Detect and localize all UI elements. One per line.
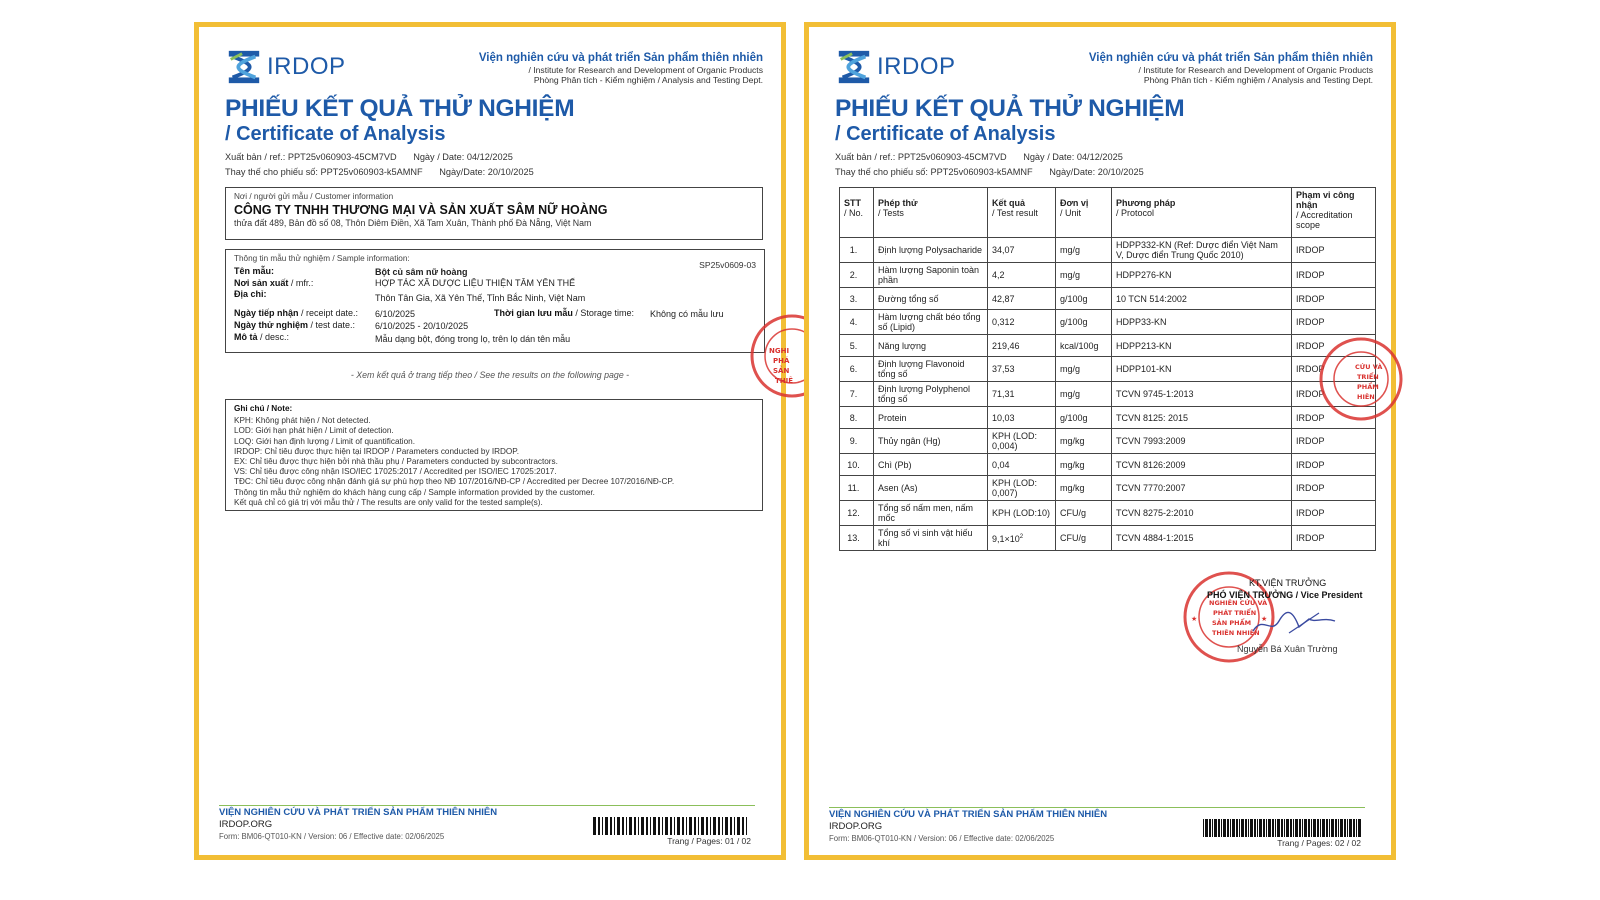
header-unit: Đơn vị / Unit xyxy=(1056,188,1112,238)
cell-test: Tổng số vi sinh vật hiếu khí xyxy=(874,526,988,551)
address-label: Địa chỉ: xyxy=(234,289,267,299)
cell-unit: CFU/g xyxy=(1056,501,1112,526)
signer-kt: KT.VIỆN TRƯỞNG xyxy=(1249,578,1327,588)
storage-time-label: Thời gian lưu mẫu / Storage time: xyxy=(494,308,634,318)
footer-divider xyxy=(829,807,1365,808)
cell-test: Hàm lượng Saponin toàn phần xyxy=(874,263,988,288)
cell-result: 219,46 xyxy=(988,335,1056,357)
cell-result: $9,1\times 10^2$ xyxy=(988,526,1056,551)
cell-protocol: TCVN 7993:2009 xyxy=(1112,429,1292,454)
ref-line xyxy=(225,152,513,162)
cell-protocol: TCVN 7770:2007 xyxy=(1112,476,1292,501)
replace-line xyxy=(835,167,1144,177)
note-line: Kết quả chỉ có giá trị với mẫu thử / The results are only valid for the tested sample(s). xyxy=(234,497,543,507)
receipt-date-label: Ngày tiếp nhận / receipt date.: xyxy=(234,308,359,318)
table-row xyxy=(840,310,1376,335)
header-no: STT / No. xyxy=(840,188,874,238)
see-next-page-note: - Xem kết quả ở trang tiếp theo / See the results on the following page - xyxy=(350,370,630,380)
note-line: EX: Chỉ tiêu được thực hiện bởi nhà thầu phụ / Parameters conducted by subcontractors. xyxy=(234,457,558,467)
sample-code: SP25v0609-03 xyxy=(699,260,756,270)
notes-box xyxy=(225,399,763,511)
date-label: Ngày / Date: xyxy=(1023,152,1075,162)
cell-scope: IRDOP xyxy=(1292,288,1376,310)
cell-protocol: TCVN 8275-2:2010 xyxy=(1112,501,1292,526)
institute-name-en: / Institute for Research and Development of Organic Products xyxy=(528,65,763,75)
cell-unit: g/100g xyxy=(1056,288,1112,310)
replace-line xyxy=(225,167,534,177)
dna-logo-icon xyxy=(225,48,263,86)
cell-no: 12. xyxy=(840,501,874,526)
logo-text: IRDOP xyxy=(877,53,956,80)
svg-text:HIÊN: HIÊN xyxy=(1357,393,1375,401)
table-row xyxy=(840,238,1376,263)
header-scope: Phạm vi công nhận / Accreditation scope xyxy=(1292,188,1376,238)
cell-no: 13. xyxy=(840,526,874,551)
svg-text:CỨU VÀ: CỨU VÀ xyxy=(1355,363,1383,371)
replace-value: PPT25v060903-k5AMNF xyxy=(930,167,1033,177)
cell-scope: IRDOP xyxy=(1292,476,1376,501)
cell-unit: mg/g xyxy=(1056,238,1112,263)
cell-no: 9. xyxy=(840,429,874,454)
cell-no: 8. xyxy=(840,407,874,429)
note-line: IRDOP: Chỉ tiêu được thực hiện tại IRDOP / Parameters conducted by IRDOP. xyxy=(234,446,519,456)
cell-test: Định lượng Flavonoid tổng số xyxy=(874,357,988,382)
irdop-logo xyxy=(225,48,346,86)
cell-protocol: HDPP101-KN xyxy=(1112,357,1292,382)
ref-value: PPT25v060903-45CM7VD xyxy=(287,152,397,162)
results-table xyxy=(839,187,1376,551)
cell-unit: g/100g xyxy=(1056,310,1112,335)
date-value: 04/12/2025 xyxy=(466,152,513,162)
customer-info-box xyxy=(225,187,763,240)
cell-test: Thủy ngân (Hg) xyxy=(874,429,988,454)
header-result: Kết quả / Test result xyxy=(988,188,1056,238)
page-number: Trang / Pages: 02 / 02 xyxy=(1277,838,1361,848)
ref-line xyxy=(835,152,1123,162)
cell-scope: IRDOP xyxy=(1292,454,1376,476)
cell-unit: mg/g xyxy=(1056,357,1112,382)
barcode-icon xyxy=(593,817,751,835)
cell-unit: mg/kg xyxy=(1056,476,1112,501)
department-name: Phòng Phân tích - Kiểm nghiệm / Analysis and Testing Dept. xyxy=(1143,75,1373,85)
cell-result: KPH (LOD:10) xyxy=(988,501,1056,526)
svg-text:NGHIÊN CỨU VÀ: NGHIÊN CỨU VÀ xyxy=(1209,599,1268,607)
header-protocol: Phương pháp / Protocol xyxy=(1112,188,1292,238)
cell-protocol: HDPP332-KN (Ref: Dược điển Việt Nam V, Dược điển Trung Quốc 2010) xyxy=(1112,238,1292,263)
cell-no: 3. xyxy=(840,288,874,310)
cell-protocol: HDPP33-KN xyxy=(1112,310,1292,335)
cell-scope: IRDOP xyxy=(1292,382,1376,407)
replace-date-label: Ngày/Date: xyxy=(439,167,486,177)
note-line: LOQ: Giới hạn định lượng / Limit of quantification. xyxy=(234,436,415,446)
ref-value: PPT25v060903-45CM7VD xyxy=(897,152,1007,162)
desc-label: Mô tả / desc.: xyxy=(234,332,290,342)
footer-website: IRDOP.ORG xyxy=(829,821,883,832)
cell-scope: IRDOP xyxy=(1292,501,1376,526)
cell-result: 0,04 xyxy=(988,454,1056,476)
note-line: Thông tin mẫu thử nghiệm do khách hàng cung cấp / Sample information provided by the customer. xyxy=(234,487,595,497)
barcode-icon xyxy=(1203,819,1361,837)
cell-protocol: HDPP276-KN xyxy=(1112,263,1292,288)
svg-text:★: ★ xyxy=(1191,615,1198,623)
cell-unit: CFU/g xyxy=(1056,526,1112,551)
institute-name-vn: Viện nghiên cứu và phát triển Sản phẩm thiên nhiên xyxy=(1088,52,1373,64)
table-row xyxy=(840,526,1376,551)
cell-no: 7. xyxy=(840,382,874,407)
mfr-label: Nơi sản xuất / mfr.: xyxy=(234,278,314,288)
cell-test: Hàm lượng chất béo tổng số (Lipid) xyxy=(874,310,988,335)
page-number: Trang / Pages: 01 / 02 xyxy=(667,836,751,846)
svg-text:THIÊ: THIÊ xyxy=(775,377,794,385)
cell-test: Định lượng Polyphenol tổng số xyxy=(874,382,988,407)
svg-text:★: ★ xyxy=(1261,615,1268,623)
cell-no: 1. xyxy=(840,238,874,263)
note-line: KPH: Không phát hiện / Not detected. xyxy=(234,416,371,426)
svg-text:THIÊN NHIÊN: THIÊN NHIÊN xyxy=(1212,629,1260,637)
cell-scope: IRDOP xyxy=(1292,263,1376,288)
cell-no: 6. xyxy=(840,357,874,382)
title-en: / Certificate of Analysis xyxy=(835,123,1056,145)
table-header-row xyxy=(840,188,1376,238)
cell-test: Asen (As) xyxy=(874,476,988,501)
svg-text:PHẨM: PHẨM xyxy=(1357,383,1379,391)
title-vn: PHIẾU KẾT QUẢ THỬ NGHIỆM xyxy=(225,95,575,122)
sample-info-box xyxy=(225,249,765,353)
table-row xyxy=(840,335,1376,357)
footer-website: IRDOP.ORG xyxy=(219,819,273,830)
cell-unit: mg/g xyxy=(1056,263,1112,288)
cell-result: KPH (LOD: 0,007) xyxy=(988,476,1056,501)
irdop-logo xyxy=(835,48,956,86)
department-name: Phòng Phân tích - Kiểm nghiệm / Analysis and Testing Dept. xyxy=(533,75,763,85)
test-date-value: 6/10/2025 - 20/10/2025 xyxy=(375,321,469,331)
note-line: LOD: Giới hạn phát hiện / Limit of detection. xyxy=(234,426,394,436)
cell-result: 4,2 xyxy=(988,263,1056,288)
cell-scope: IRDOP xyxy=(1292,238,1376,263)
cell-unit: g/100g xyxy=(1056,407,1112,429)
footer-institute: VIỆN NGHIÊN CỨU VÀ PHÁT TRIỂN SẢN PHẨM THIÊN NHIÊN xyxy=(219,807,498,818)
svg-text:PHÁT TRIỂN: PHÁT TRIỂN xyxy=(1213,609,1257,617)
cell-protocol: 10 TCN 514:2002 xyxy=(1112,288,1292,310)
logo-text: IRDOP xyxy=(267,53,346,80)
cell-protocol: TCVN 8126:2009 xyxy=(1112,454,1292,476)
date-label: Ngày / Date: xyxy=(413,152,465,162)
cell-test: Protein xyxy=(874,407,988,429)
svg-text:PHÁ: PHÁ xyxy=(773,357,790,365)
receipt-date-value: 6/10/2025 xyxy=(375,309,416,319)
cell-scope: IRDOP xyxy=(1292,429,1376,454)
cell-no: 2. xyxy=(840,263,874,288)
footer-form-info: Form: BM06-QT010-KN / Version: 06 / Effective date: 02/06/2025 xyxy=(829,834,1055,843)
cell-unit: kcal/100g xyxy=(1056,335,1112,357)
institute-name-en: / Institute for Research and Development of Organic Products xyxy=(1138,65,1373,75)
certificate-page-2 xyxy=(804,22,1396,860)
customer-name: CÔNG TY TNHH THƯƠNG MẠI VÀ SẢN XUẤT SÂM NỮ HOÀNG xyxy=(234,203,608,217)
note-line: TĐC: Chỉ tiêu được công nhận đánh giá sự phù hợp theo NĐ 107/2016/NĐ-CP / Accredited per Decree 107/2016/NĐ-CP. xyxy=(234,477,675,487)
notes-title: Ghi chú / Note: xyxy=(234,404,293,413)
table-row xyxy=(840,454,1376,476)
sample-label: Thông tin mẫu thử nghiệm / Sample information: xyxy=(234,254,410,263)
cell-scope: IRDOP xyxy=(1292,407,1376,429)
cell-test: Tổng số nấm men, nấm mốc xyxy=(874,501,988,526)
mfr-value: HỢP TÁC XÃ DƯỢC LIỆU THIỆN TÂM YÊN THẾ xyxy=(375,278,576,288)
signature-icon xyxy=(1249,609,1339,639)
institute-name-vn: Viện nghiên cứu và phát triển Sản phẩm thiên nhiên xyxy=(478,52,763,64)
cell-no: 4. xyxy=(840,310,874,335)
footer-divider xyxy=(219,805,755,806)
footer-institute: VIỆN NGHIÊN CỨU VÀ PHÁT TRIỂN SẢN PHẨM THIÊN NHIÊN xyxy=(829,809,1108,820)
header-tests: Phép thử / Tests xyxy=(874,188,988,238)
table-row xyxy=(840,263,1376,288)
cell-protocol: TCVN 9745-1:2013 xyxy=(1112,382,1292,407)
title-en: / Certificate of Analysis xyxy=(225,123,446,145)
cell-scope: IRDOP xyxy=(1292,526,1376,551)
note-line: VS: Chỉ tiêu được công nhận ISO/IEC 17025:2017 / Accredited per ISO/IEC 17025:2017. xyxy=(234,467,557,477)
cell-scope: IRDOP xyxy=(1292,357,1376,382)
table-row xyxy=(840,288,1376,310)
replace-date-label: Ngày/Date: xyxy=(1049,167,1096,177)
customer-address: thửa đất 489, Bản đồ số 08, Thôn Diêm Điền, Xã Tam Xuân, Thành phố Đà Nẵng, Việt Nam xyxy=(234,218,592,228)
signer-title: PHÓ VIỆN TRƯỞNG / Vice President xyxy=(1207,590,1363,600)
cell-test: Đường tổng số xyxy=(874,288,988,310)
signer-name: Nguyễn Bá Xuân Trường xyxy=(1237,644,1338,654)
certificate-page-1 xyxy=(194,22,794,860)
cell-protocol: TCVN 4884-1:2015 xyxy=(1112,526,1292,551)
institute-header xyxy=(479,52,763,85)
official-stamp-partial xyxy=(1349,329,1397,429)
ref-label: Xuất bản / ref.: xyxy=(225,152,286,162)
cell-unit: mg/kg xyxy=(1056,429,1112,454)
table-row xyxy=(840,357,1376,382)
cell-test: Chì (Pb) xyxy=(874,454,988,476)
replace-date-value: 20/10/2025 xyxy=(487,167,534,177)
replace-label: Thay thế cho phiếu số: xyxy=(835,167,928,177)
cell-result: 42,87 xyxy=(988,288,1056,310)
table-row xyxy=(840,501,1376,526)
cell-scope: IRDOP xyxy=(1292,335,1376,357)
cell-scope: IRDOP xyxy=(1292,310,1376,335)
red-seal-icon xyxy=(1349,329,1397,429)
svg-text:NGHI: NGHI xyxy=(769,347,790,355)
cell-no: 11. xyxy=(840,476,874,501)
cell-result: 71,31 xyxy=(988,382,1056,407)
svg-text:SẢN: SẢN xyxy=(773,367,790,375)
cell-result: 10,03 xyxy=(988,407,1056,429)
cell-protocol: HDPP213-KN xyxy=(1112,335,1292,357)
cell-test: Định lượng Polysacharide xyxy=(874,238,988,263)
table-row xyxy=(840,407,1376,429)
table-row xyxy=(840,382,1376,407)
institute-header xyxy=(1089,52,1373,85)
title-vn: PHIẾU KẾT QUẢ THỬ NGHIỆM xyxy=(835,95,1185,122)
replace-date-value: 20/10/2025 xyxy=(1097,167,1144,177)
date-value: 04/12/2025 xyxy=(1076,152,1123,162)
address-value: Thôn Tân Gia, Xã Yên Thế, Tỉnh Bắc Ninh, Việt Nam xyxy=(375,293,586,303)
replace-label: Thay thế cho phiếu số: xyxy=(225,167,318,177)
ref-label: Xuất bản / ref.: xyxy=(835,152,896,162)
dna-logo-icon xyxy=(835,48,873,86)
cell-no: 10. xyxy=(840,454,874,476)
cell-unit: mg/kg xyxy=(1056,454,1112,476)
sample-name-label: Tên mẫu: xyxy=(234,266,275,276)
cell-no: 5. xyxy=(840,335,874,357)
svg-text:TRIỂN: TRIỂN xyxy=(1357,373,1379,381)
cell-result: 34,07 xyxy=(988,238,1056,263)
table-row xyxy=(840,429,1376,454)
storage-time-value: Không có mẫu lưu xyxy=(650,309,724,319)
sample-name-value: Bột củ sâm nữ hoàng xyxy=(375,267,468,277)
cell-result: 37,53 xyxy=(988,357,1056,382)
desc-value: Mẫu dạng bột, đóng trong lọ, trên lọ dán tên mẫu xyxy=(375,334,571,344)
test-date-label: Ngày thử nghiệm / test date.: xyxy=(234,320,356,330)
svg-text:SẢN PHẨM: SẢN PHẨM xyxy=(1212,619,1252,627)
cell-protocol: TCVN 8125: 2015 xyxy=(1112,407,1292,429)
cell-unit: mg/g xyxy=(1056,382,1112,407)
replace-value: PPT25v060903-k5AMNF xyxy=(320,167,423,177)
customer-label: Nơi / người gửi mẫu / Customer information xyxy=(234,192,394,201)
cell-result: 0,312 xyxy=(988,310,1056,335)
footer-form-info: Form: BM06-QT010-KN / Version: 06 / Effective date: 02/06/2025 xyxy=(219,832,445,841)
cell-result: KPH (LOD: 0,004) xyxy=(988,429,1056,454)
cell-test: Năng lượng xyxy=(874,335,988,357)
table-row xyxy=(840,476,1376,501)
